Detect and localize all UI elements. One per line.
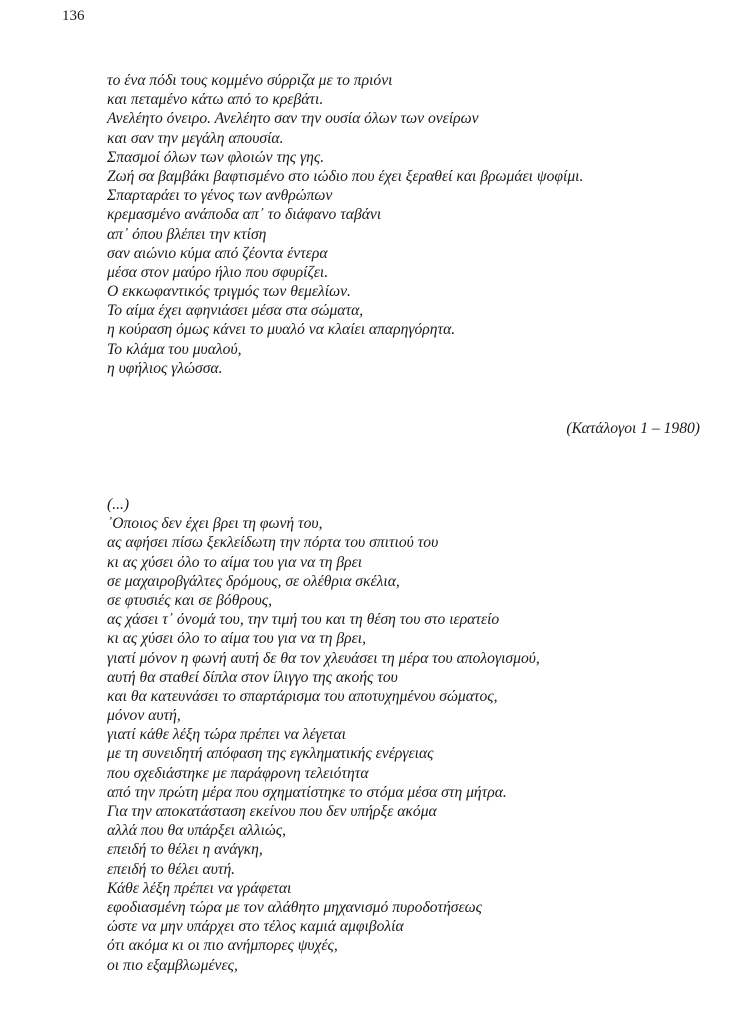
- poem-line: Το αίμα έχει αφηνιάσει μέσα στα σώματα,: [107, 302, 364, 320]
- poem-line: μέσα στον μαύρο ήλιο που σφυρίζει.: [107, 263, 329, 281]
- poem-part-1: [107, 71, 583, 378]
- poem-line: με τη συνειδητή απόφαση της εγκληματικής ενέργειας: [107, 745, 434, 763]
- poem-line: σε μαχαιροβγάλτες δρόμους, σε ολέθρια σκέλια,: [107, 572, 400, 590]
- source-citation: (Κατάλογοι 1 – 1980): [566, 420, 700, 437]
- poem-line: (...): [107, 496, 130, 513]
- page-number: 136: [62, 8, 85, 24]
- poem-line: αυτή θα σταθεί δίπλα στον ίλιγγο της ακοής του: [107, 668, 398, 686]
- poem-line: ας χάσει τ᾽ όνομά του, την τιμή του και τη θέση του στο ιερατείο: [107, 611, 500, 629]
- poem-line: από την πρώτη μέρα που σχηματίστηκε το στόμα μέσα στη μήτρα.: [107, 783, 507, 801]
- poem-line: γιατί κάθε λέξη τώρα πρέπει να λέγεται: [107, 726, 347, 744]
- poem-line: μόνον αυτή,: [107, 707, 181, 725]
- poem-line: Για την αποκατάσταση εκείνου που δεν υπήρξε ακόμα: [107, 803, 437, 820]
- poem-line: σαν αιώνιο κύμα από ζέοντα έντερα: [107, 244, 328, 262]
- poem-line: Ανελέητο όνειρο. Ανελέητο σαν την ουσία όλων των ονείρων: [107, 110, 479, 128]
- poem-line: ας αφήσει πίσω ξεκλείδωτη την πόρτα του σπιτιού του: [107, 534, 439, 552]
- poem-line: Σπασμοί όλων των φλοιών της γης.: [107, 148, 325, 166]
- poem-line: ᾽Οποιος δεν έχει βρει τη φωνή του,: [107, 515, 323, 533]
- poem-line: Σπαρταράει το γένος των ανθρώπων: [107, 187, 333, 205]
- poem-line: Κάθε λέξη πρέπει να γράφεται: [107, 879, 292, 897]
- poem-line: το ένα πόδι τους κομμένο σύρριζα με το πριόνι: [107, 72, 393, 89]
- poem-line: Ο εκκωφαντικός τριγμός των θεμελίων.: [107, 283, 351, 301]
- poem-line: κι ας χύσει όλο το αίμα του για να τη βρει,: [107, 630, 367, 648]
- poem-line: και θα κατευνάσει το σπαρτάρισμα του αποτυχημένου σώματος,: [107, 687, 498, 705]
- poem-line: απ᾽ όπου βλέπει την κτίση: [107, 225, 267, 243]
- poem-line: αλλά που θα υπάρξει αλλιώς,: [107, 822, 287, 840]
- poem-line: ότι ακόμα κι οι πιο ανήμπορες ψυχές,: [107, 937, 338, 955]
- poem-line: επειδή το θέλει αυτή.: [107, 860, 236, 878]
- poem-line: που σχεδιάστηκε με παράφρονη τελειότητα: [107, 764, 369, 782]
- poem-line: και πεταμένο κάτω από το κρεβάτι.: [107, 91, 324, 109]
- poem-line: σε φτυσιές και σε βόθρους,: [107, 591, 273, 609]
- poem-line: γιατί μόνον η φωνή αυτή δε θα τον χλευάσει τη μέρα του απολογισμού,: [107, 649, 540, 667]
- poem-line: η κούραση όμως κάνει το μυαλό να κλαίει απαρηγόρητα.: [107, 321, 456, 339]
- poem-line: κι ας χύσει όλο το αίμα του για να τη βρει: [107, 553, 363, 571]
- poem-part-2: [107, 495, 540, 975]
- poem-line: ώστε να μην υπάρχει στο τέλος καμιά αμφιβολία: [107, 918, 404, 936]
- poem-line: η υφήλιος γλώσσα.: [107, 359, 223, 377]
- poem-line: Το κλάμα του μυαλού,: [107, 340, 242, 358]
- poem-line: Ζωή σα βαμβάκι βαφτισμένο στο ιώδιο που έχει ξεραθεί και βρωμάει ψοφίμι.: [107, 167, 584, 185]
- poem-line: εφοδιασμένη τώρα με τον αλάθητο μηχανισμό πυροδοτήσεως: [107, 898, 482, 916]
- poem-line: οι πιο εξαμβλωμένες,: [107, 956, 238, 974]
- poem-line: και σαν την μεγάλη απουσία.: [107, 129, 284, 147]
- poem-line: επειδή το θέλει η ανάγκη,: [107, 841, 263, 859]
- poem-line: κρεμασμένο ανάποδα απ᾽ το διάφανο ταβάνι: [107, 206, 382, 224]
